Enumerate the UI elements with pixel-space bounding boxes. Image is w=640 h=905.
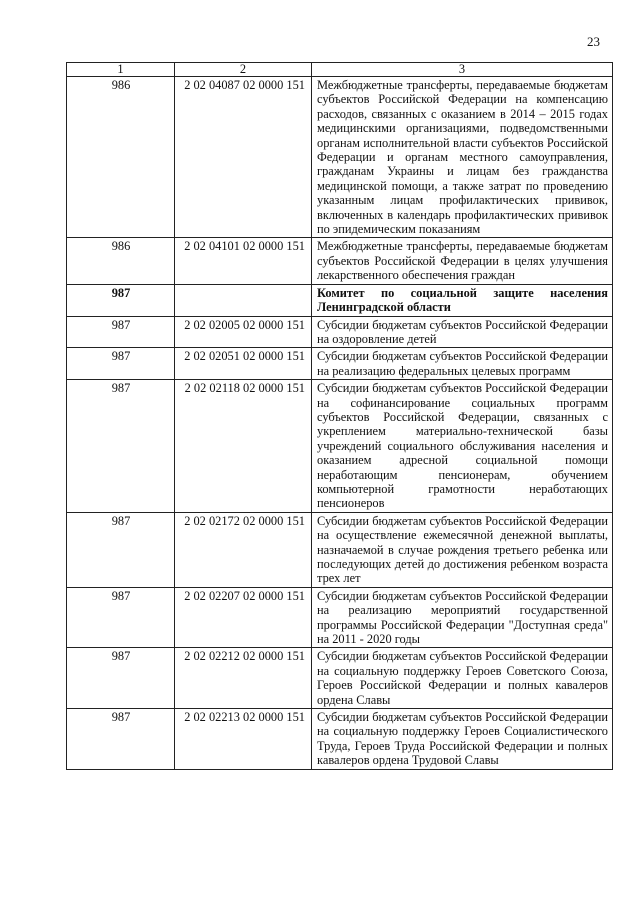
description-cell: Субсидии бюджетам субъектов Российской Федерации на осуществление ежемесячной денежной выплаты, назначаемой в случае рождения третьего ребенка или последующих детей до достижения ребенком возраста трех лет: [312, 512, 613, 587]
table-header-row: [67, 63, 613, 77]
table-row: [67, 709, 613, 770]
description-cell: Комитет по социальной защите населения Ленинградской области: [312, 284, 613, 316]
admin-code-cell: 987: [67, 709, 175, 770]
table-row: [67, 348, 613, 380]
description-cell: Межбюджетные трансферты, передаваемые бюджетам субъектов Российской Федерации в целях улучшения лекарственного обеспечения граждан: [312, 238, 613, 284]
revenue-code-cell: 2 02 02051 02 0000 151: [175, 348, 312, 380]
admin-code-cell: 987: [67, 587, 175, 648]
description-cell: Субсидии бюджетам субъектов Российской Федерации на реализацию федеральных целевых программ: [312, 348, 613, 380]
table-row: [67, 587, 613, 648]
admin-code-cell: 987: [67, 284, 175, 316]
admin-code-cell: 987: [67, 380, 175, 513]
budget-codes-table: [66, 62, 613, 770]
page-number: 23: [587, 34, 600, 49]
revenue-code-cell: 2 02 02172 02 0000 151: [175, 512, 312, 587]
header-col-1: 1: [67, 63, 175, 77]
description-cell: Субсидии бюджетам субъектов Российской Федерации на софинансирование социальных программ субъектов Российской Федерации, связанных с укреплением материально-технической базы учреждений социального обслуживания населения и оказанием адресной социальной помощи неработающим пенсионерам, обучением компьютерной грамотности неработающих пенсионеров: [312, 380, 613, 513]
table-row: [67, 316, 613, 348]
revenue-code-cell: [175, 284, 312, 316]
revenue-code-cell: 2 02 02213 02 0000 151: [175, 709, 312, 770]
table-row: [67, 238, 613, 284]
description-cell: Субсидии бюджетам субъектов Российской Федерации на социальную поддержку Героев Советского Союза, Героев Российской Федерации и полных кавалеров ордена Славы: [312, 648, 613, 709]
description-cell: Субсидии бюджетам субъектов Российской Федерации на реализацию мероприятий государственной программы Российской Федерации "Доступная среда" на 2011 - 2020 годы: [312, 587, 613, 648]
table-row: [67, 380, 613, 513]
admin-code-cell: 986: [67, 77, 175, 238]
header-col-2: 2: [175, 63, 312, 77]
header-col-3: 3: [312, 63, 613, 77]
table-row: [67, 648, 613, 709]
revenue-code-cell: 2 02 02207 02 0000 151: [175, 587, 312, 648]
admin-code-cell: 987: [67, 348, 175, 380]
revenue-code-cell: 2 02 02118 02 0000 151: [175, 380, 312, 513]
revenue-code-cell: 2 02 04087 02 0000 151: [175, 77, 312, 238]
admin-code-cell: 986: [67, 238, 175, 284]
admin-code-cell: 987: [67, 316, 175, 348]
description-cell: Межбюджетные трансферты, передаваемые бюджетам субъектов Российской Федерации на компенсацию расходов, связанных с оказанием в 2014 – 2015 годах медицинскими организациями, подведомственными органам исполнительной власти субъектов Российской Федерации и органам местного самоуправления, гражданам Украины и лицам без гражданства медицинской помощи, а также затрат по проведению указанным лицам профилактических прививок, включенных в календарь профилактических прививок по эпидемическим показаниям: [312, 77, 613, 238]
admin-code-cell: 987: [67, 512, 175, 587]
table-row: [67, 284, 613, 316]
description-cell: Субсидии бюджетам субъектов Российской Федерации на социальную поддержку Героев Социалистического Труда, Героев Труда Российской Федерации и полных кавалеров ордена Трудовой Славы: [312, 709, 613, 770]
revenue-code-cell: 2 02 02005 02 0000 151: [175, 316, 312, 348]
table-row: [67, 77, 613, 238]
admin-code-cell: 987: [67, 648, 175, 709]
revenue-code-cell: 2 02 04101 02 0000 151: [175, 238, 312, 284]
table-row: [67, 512, 613, 587]
revenue-code-cell: 2 02 02212 02 0000 151: [175, 648, 312, 709]
description-cell: Субсидии бюджетам субъектов Российской Федерации на оздоровление детей: [312, 316, 613, 348]
